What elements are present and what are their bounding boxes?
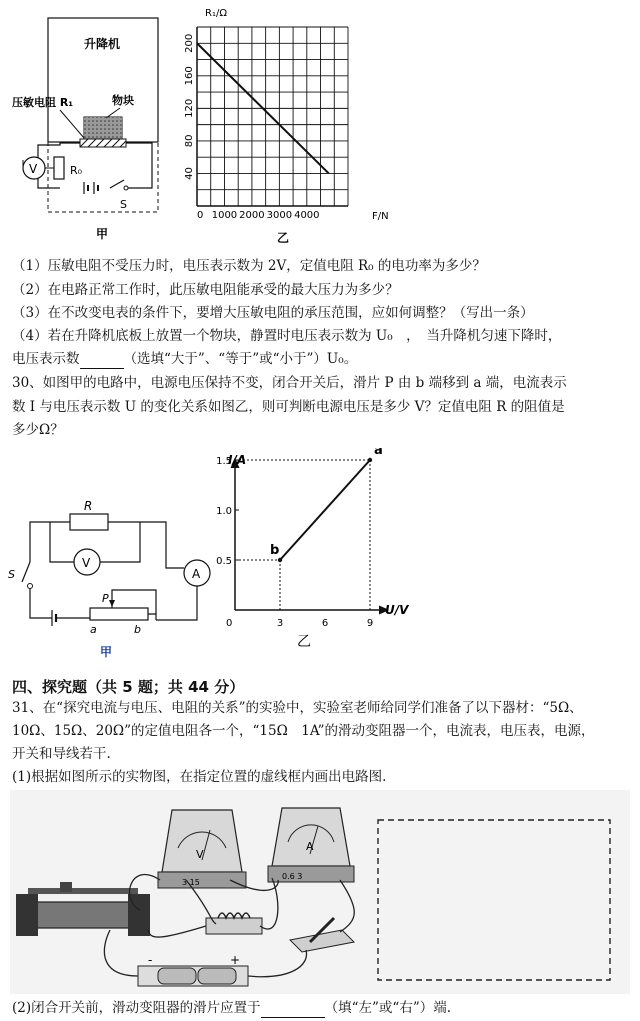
y-tick-label: 200 xyxy=(184,33,195,53)
x-tick-label: 4000 xyxy=(294,210,320,221)
switch-icon-mid xyxy=(22,562,30,582)
question-29-4-line2 xyxy=(12,350,357,369)
block-label: 物块 xyxy=(112,94,134,107)
question-29-2: （2）在电路正常工作时，此压敏电阻能承受的最大压力为多少？ xyxy=(12,282,399,298)
x-tick-label: 3000 xyxy=(266,210,293,221)
question-31-sub2 xyxy=(12,999,451,1018)
chart-resistance-vs-force xyxy=(165,0,405,250)
x-tick-label: 1000 xyxy=(211,210,238,221)
svg-text:-: - xyxy=(148,953,153,967)
switch-icon xyxy=(110,180,124,188)
block-texture xyxy=(84,117,122,139)
ammeter-device-icon xyxy=(268,808,354,882)
x-tick-label-mid: 6 xyxy=(321,618,329,629)
rheostat xyxy=(90,608,148,620)
section-title: 四、探究题（共 5 题；共 44 分） xyxy=(12,678,245,696)
question-30-line1: 30、如图甲的电路中，电源电压保持不变，闭合开关后，滑片 P 由 b 端移到 a 端，电流表示 xyxy=(12,375,567,391)
sub2-pre: (2)闭合开关前，滑动变阻器的滑片应置于 xyxy=(12,1000,261,1016)
y-axis-label-mid: I/A xyxy=(228,453,247,467)
y-tick-label-mid: 1.0 xyxy=(216,506,232,517)
caption-yi-top: 乙 xyxy=(277,231,290,245)
slider-arrow-icon xyxy=(109,600,115,607)
answer-blank-q4[interactable] xyxy=(80,350,124,369)
meter-v-symbol: V xyxy=(196,848,204,861)
y-axis-label: R₁/Ω xyxy=(205,8,227,19)
resistor-label: 压敏电阻 R₁ xyxy=(12,96,74,109)
question-31-sub1: (1)根据如图所示的实物图，在指定位置的虚线框内画出电路图. xyxy=(12,769,387,785)
voltmeter-device-icon xyxy=(158,810,246,888)
x-tick-label: 2000 xyxy=(239,210,265,221)
resistor-pointer xyxy=(60,110,84,138)
q4-post: （选填“大于”、“等于”或“小于”）U₀。 xyxy=(123,351,358,367)
meter-a-terminals: 0.6 3 xyxy=(282,872,303,881)
x-tick-label-mid: 9 xyxy=(366,618,374,629)
origin-label: 0 xyxy=(226,618,233,629)
chart-current-vs-voltage xyxy=(215,448,430,660)
x-axis-label: F/N xyxy=(372,211,389,222)
caption-jia-top: 甲 xyxy=(96,227,109,241)
caption-yi-mid: 乙 xyxy=(297,634,311,650)
svg-text:+: + xyxy=(230,953,241,967)
b-label: b xyxy=(134,623,141,636)
data-point xyxy=(368,458,372,462)
question-29-1: （1）压敏电阻不受压力时，电压表示数为 2V，定值电阻 R₀ 的电功率为多少？ xyxy=(12,258,486,274)
caption-jia-mid: 甲 xyxy=(100,645,113,659)
r-label: R xyxy=(84,499,93,513)
q4-pre: 电压表示数 xyxy=(12,351,80,367)
apparatus-figure xyxy=(10,790,630,994)
elevator-box-title: 升降机 xyxy=(84,37,121,51)
question-31-line2: 10Ω、15Ω、20Ω”的定值电阻各一个，“15Ω 1A”的滑动变阻器一个，电流表，电压表，电源， xyxy=(12,723,595,739)
x-tick-label: 0 xyxy=(197,210,204,221)
a-label: a xyxy=(90,623,97,636)
question-30-line2: 数 I 与电压表示数 U 的变化关系如图乙，则可判断电源电压是多少 V？定值电阻 R 的阻值是 xyxy=(12,399,565,415)
figure-rheostat-circuit xyxy=(0,450,215,660)
y-tick-label: 160 xyxy=(184,66,195,86)
series-line-iu xyxy=(280,460,370,560)
y-tick-label: 40 xyxy=(184,167,195,180)
data-point xyxy=(278,558,282,562)
question-30-line3: 多少Ω？ xyxy=(12,422,64,438)
meter-a-symbol: A xyxy=(306,840,314,853)
y-tick-label: 120 xyxy=(184,98,195,118)
y-tick-label-mid: 0.5 xyxy=(216,556,232,567)
y-tick-label-mid: 1.5 xyxy=(216,456,232,467)
point-b-label: b xyxy=(270,543,280,558)
switch-label: S xyxy=(120,198,127,211)
p-label: P xyxy=(102,592,109,605)
y-tick-label: 80 xyxy=(184,134,195,148)
question-29-3: （3）在不改变电表的条件下，要增大压敏电阻的承压范围，应如何调整？（写出一条） xyxy=(12,305,534,321)
point-a-label: a xyxy=(374,448,383,458)
switch-label-mid: S xyxy=(8,568,15,581)
r0-label: R₀ xyxy=(70,164,83,177)
answer-blank-31-2[interactable] xyxy=(261,999,325,1018)
voltmeter-symbol: V xyxy=(29,162,38,176)
resistor-r xyxy=(70,514,108,530)
question-31-line1: 31、在“探究电流与电压、电阻的关系”的实验中，实验室老师给同学们准备了以下器材：“5Ω、 xyxy=(12,700,583,716)
x-axis-label-mid: U/V xyxy=(385,603,409,617)
ammeter-symbol-mid: A xyxy=(192,567,201,581)
x-tick-label-mid: 3 xyxy=(276,618,284,629)
sub2-post: （填“左”或“右”）端. xyxy=(324,1000,452,1016)
voltmeter-symbol-mid: V xyxy=(82,556,91,570)
r0-resistor xyxy=(54,157,64,179)
question-29-4-line1: （4）若在升降机底板上放置一个物块，静置时电压表示数为 U₀ ， 当升降机匀速下降时， xyxy=(12,328,562,344)
meter-v-terminals: 3 15 xyxy=(182,878,200,887)
question-31-line3: 开关和导线若干. xyxy=(12,746,111,762)
